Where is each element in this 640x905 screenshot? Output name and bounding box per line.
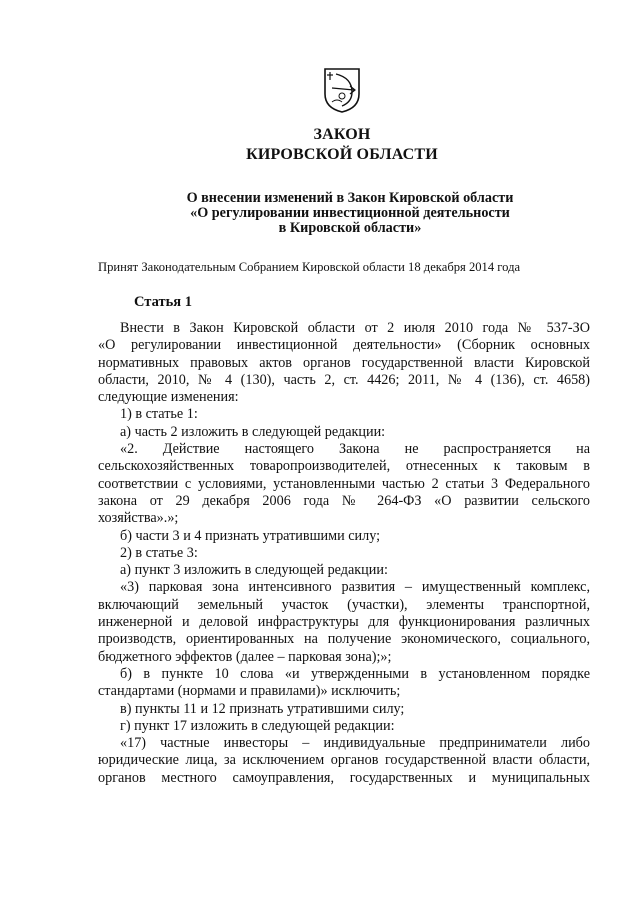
body-line: а) пункт 3 изложить в следующей редакции: bbox=[120, 562, 388, 579]
body-line: юридические лица, за исключением органов государственной власти области, bbox=[98, 752, 590, 769]
body-line: «О регулировании инвестиционной деятельности» (Сборник основных bbox=[98, 337, 590, 354]
body-line: стандартами (нормами и правилами)» исключить; bbox=[98, 683, 401, 700]
law-subject-line-3: в Кировской области» bbox=[278, 220, 422, 236]
body-line: следующие изменения: bbox=[98, 389, 239, 406]
body-line: инженерной и деловой инфраструктуры для функционирования различных bbox=[98, 614, 590, 631]
body-line: «3) парковая зона интенсивного развития – имущественный комплекс, bbox=[120, 579, 590, 596]
body-line: б) в пункте 10 слова «и утвержденными в установленном порядке bbox=[120, 665, 590, 682]
coat-of-arms-icon bbox=[322, 66, 362, 114]
body-line: г) пункт 17 изложить в следующей редакции: bbox=[120, 717, 395, 734]
body-line: Внести в Закон Кировской области от 2 июля 2010 года № 537-ЗО bbox=[120, 320, 590, 336]
law-title: ЗАКОН bbox=[313, 126, 371, 143]
article-heading: Статья 1 bbox=[134, 294, 192, 310]
body-line: сельскохозяйственных товаропроизводителей, отнесенных к таковым в bbox=[98, 458, 590, 475]
law-subject-line-2: «О регулировании инвестиционной деятельности bbox=[190, 205, 510, 221]
body-line: а) часть 2 изложить в следующей редакции: bbox=[120, 423, 386, 440]
body-line: области, 2010, № 4 (130), часть 2, ст. 4426; 2011, № 4 (136), ст. 4658) bbox=[98, 371, 590, 388]
body-line: хозяйства».»; bbox=[98, 510, 179, 527]
body-line: производств, ориентированных на получение экономического, социального, bbox=[98, 631, 590, 648]
body-line: б) части 3 и 4 признать утратившими силу; bbox=[120, 527, 381, 544]
body-line: закона от 29 декабря 2006 года № 264-ФЗ «О развитии сельского bbox=[98, 492, 590, 509]
body-line: органов местного самоуправления, государственных и муниципальных bbox=[98, 769, 590, 786]
body-line: «2. Действие настоящего Закона не распространяется на bbox=[120, 441, 590, 458]
adoption-note: Принят Законодательным Собранием Кировской области 18 декабря 2014 года bbox=[98, 260, 521, 274]
law-subject-line-1: О внесении изменений в Закон Кировской области bbox=[186, 190, 514, 206]
body-line: 2) в статье 3: bbox=[120, 544, 198, 561]
body-line: 1) в статье 1: bbox=[120, 406, 198, 423]
law-region: КИРОВСКОЙ ОБЛАСТИ bbox=[246, 146, 438, 163]
body-line: соответствии с условиями, установленными частью 2 статьи 3 Федерального bbox=[98, 475, 590, 492]
body-line: включающий земельный участок (участки), элементы транспортной, bbox=[98, 596, 590, 613]
body-line: в) пункты 11 и 12 признать утратившими силу; bbox=[120, 700, 405, 717]
body-line: нормативных правовых актов органов государственной власти Кировской bbox=[98, 354, 590, 371]
body-line: бюджетного эффектов (далее – парковая зона);»; bbox=[98, 648, 392, 665]
article-body bbox=[98, 320, 590, 787]
body-line: «17) частные инвесторы – индивидуальные предприниматели либо bbox=[120, 735, 590, 752]
